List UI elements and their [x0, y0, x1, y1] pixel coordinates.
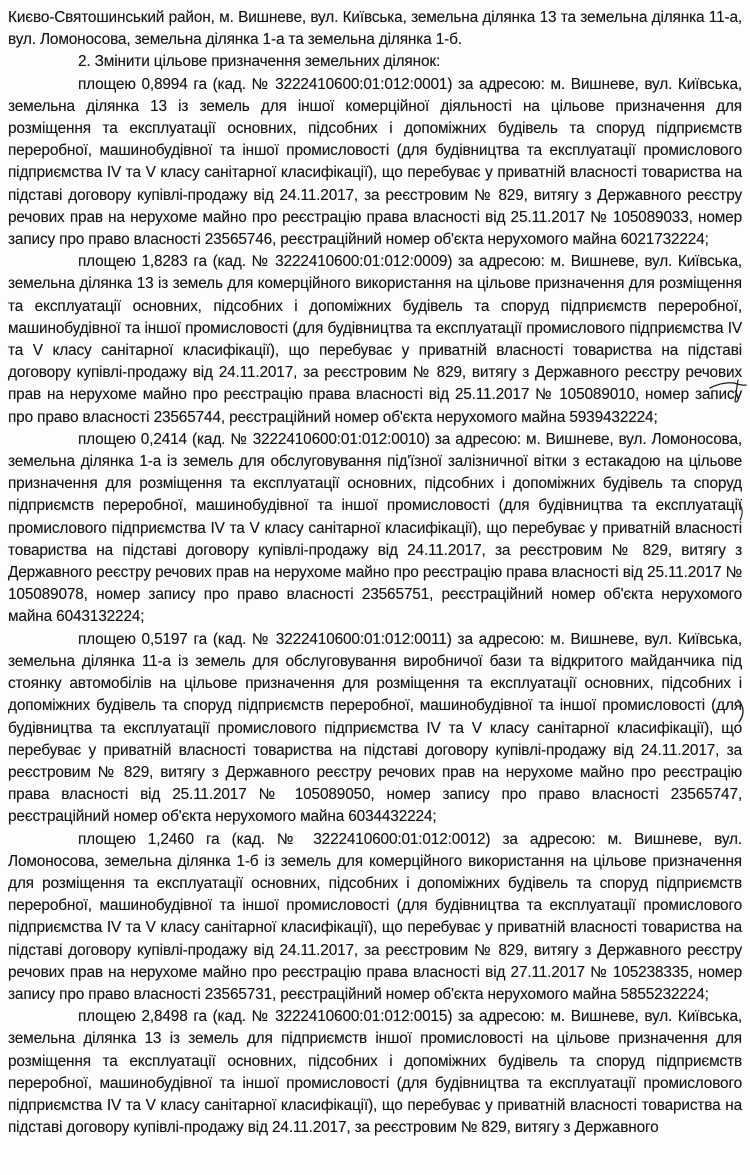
- land-plot-paragraph: площею 1,8283 га (кад. № 3222410600:01:012:0009) за адресою: м. Вишневе, вул. Київська, земельна ділянка 13 із земель для комерційного використання на цільове призначення для розміщення та експлуатації основних, підсобних і допоміжних будівель та споруд підприємств переробної, машинобудівної та іншої промисловості (для будівництва та експлуатації промислового підприємства IV та V класу санітарної класифікації), що перебуває у приватній власності товариства на підставі договору купівлі-продажу від 24.11.2017, за реєстровим № 829, витягу з Державного реєстру речових прав на нерухоме майно про реєстрацію права власності від 25.11.2017 № 105089010, номер запису про право власності 23565744, реєстраційний номер об'єкта нерухомого майна 5939432224;: [8, 253, 742, 426]
- land-plot-paragraph: площею 1,2460 га (кад. № 3222410600:01:012:0012) за адресою: м. Вишневе, вул. Ломоносова, земельна ділянка 1-б із земель для комерційного використання на цільове призначення для розміщення та експлуатації основних, підсобних і допоміжних будівель та споруд підприємств переробної, машинобудівної та іншої промисловості (для будівництва та експлуатації промислового підприємства IV та V класу санітарної класифікації), що перебуває у приватній власності товариства на підставі договору купівлі-продажу від 24.11.2017, за реєстровим № 829, витягу з Державного реєстру речових прав на нерухоме майно про реєстрацію права власності від 27.11.2017 № 105238335, номер запису про право власності 23565731, реєстраційний номер об'єкта нерухомого майна 5855232224;: [8, 830, 742, 1003]
- land-plot-paragraph: площею 0,2414 (кад. № 3222410600:01:012:0010) за адресою: м. Вишневе, вул. Ломоносова, земельна ділянка 1-а із земель для обслуговування під'їзної залізничної вітки з естакадою на цільове призначення для розміщення та експлуатації основних, підсобних і допоміжних будівель та споруд підприємств переробної, машинобудівної та іншої промисловості (для будівництва та експлуатації промислового підприємства IV та V класу санітарної класифікації), що перебуває у приватній власності товариства на підставі договору купівлі-продажу від 24.11.2017, за реєстровим № 829, витягу з Державного реєстру речових прав на нерухоме майно про реєстрацію права власності від 25.11.2017 № 105089078, номер запису про право власності 23565751, реєстраційний номер об'єкта нерухомого майна 6043132224;: [8, 430, 742, 626]
- land-plot-paragraph: площею 0,8994 га (кад. № 3222410600:01:012:0001) за адресою: м. Вишневе, вул. Київська, земельна ділянка 13 із земель для іншої комерційної діяльності на цільове призначення для розміщення та експлуатації основних, підсобних і допоміжних будівель та споруд підприємств переробної, машинобудівної та іншої промисловості (для будівництва та експлуатації промислового підприємства IV та V класу санітарної класифікації), що перебуває у приватній власності товариства на підставі договору купівлі-продажу від 24.11.2017, за реєстровим № 829, витягу з Державного реєстру речових прав на нерухоме майно про реєстрацію права власності від 25.11.2017 № 105089033, номер запису про право власності 23565746, реєстраційний номер об'єкта нерухомого майна 6021732224;: [8, 75, 742, 249]
- section-heading: 2. Змінити цільове призначення земельних ділянок:: [78, 53, 441, 71]
- land-plot-paragraph: площею 0,5197 га (кад. № 3222410600:01:012:0011) за адресою: м. Вишневе, вул. Київська, земельна ділянка 11-а із земель для обслуговування виробничої бази та відкритого майданчика під стоянку автомобілів на цільове призначення для розміщення та експлуатації основних, підсобних і допоміжних будівель та споруд підприємств переробної, машинобудівної та іншої промисловості (для будівництва та експлуатації промислового підприємства IV та V класу санітарної класифікації), що перебуває у приватній власності товариства на підставі договору купівлі-продажу від 24.11.2017, за реєстровим № 829, витягу з Державного реєстру речових прав на нерухоме майно про реєстрацію права власності від 25.11.2017 № 105089050, номер запису про право власності 23565747, реєстраційний номер об'єкта нерухомого майна 6034432224;: [8, 630, 742, 826]
- document-body: [8, 7, 742, 1139]
- document-intro: Києво-Святошинський район, м. Вишневе, вул. Київська, земельна ділянка 13 та земельна ділянка 11-а, вул. Ломоносова, земельна ділянка 1-а та земельна ділянка 1-б.: [8, 9, 742, 49]
- land-plot-paragraph: площею 2,8498 га (кад. № 3222410600:01:012:0015) за адресою: м. Вишневе, вул. Київська, земельна ділянка 13 із земель для підприємств іншої промисловості на цільове призначення для розміщення та експлуатації основних, підсобних і допоміжних будівель та споруд підприємств переробної, машинобудівної та іншої промисловості (для будівництва та експлуатації промислового підприємства IV та V класу санітарної класифікації), що перебуває у приватній власності товариства на підставі договору купівлі-продажу від 24.11.2017, за реєстровим № 829, витягу з Державного: [8, 1008, 742, 1137]
